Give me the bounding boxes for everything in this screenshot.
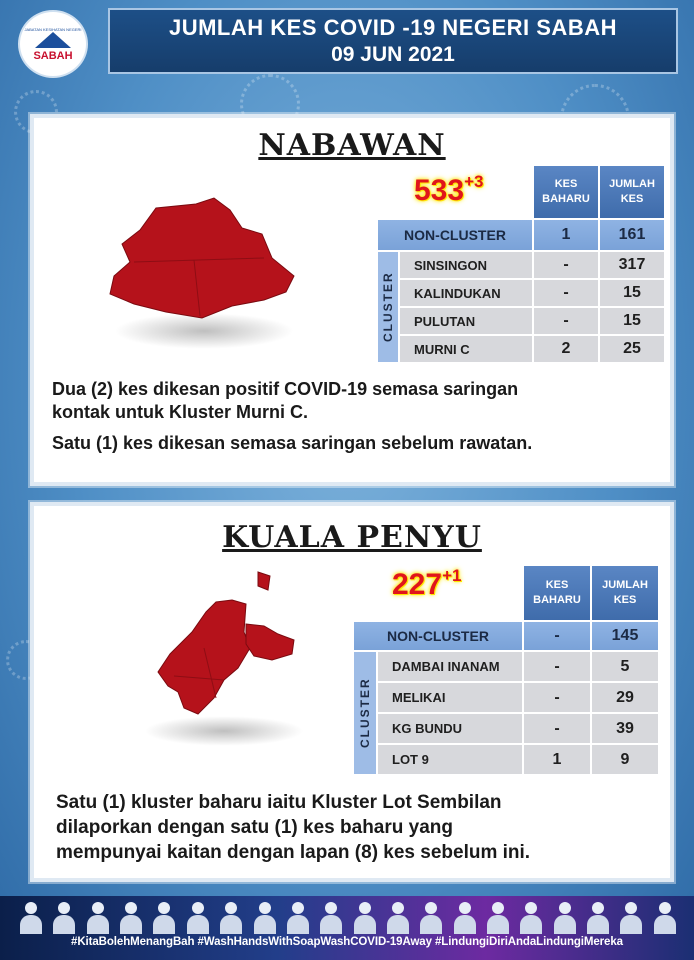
cluster-kes-baharu: -: [523, 682, 591, 713]
kuala-penyu-district-shape: [158, 600, 250, 714]
kuala-penyu-district-shape: [258, 572, 270, 590]
new-cases: +3: [464, 172, 484, 191]
nabawan-district-shape: [110, 198, 294, 318]
district-title: NABAWAN: [258, 128, 446, 163]
non-cluster-kes-baharu: -: [523, 621, 591, 651]
cluster-name: PULUTAN: [399, 307, 533, 335]
cluster-kes-baharu: 1: [523, 744, 591, 775]
district-title: KUALA PENYU: [222, 520, 482, 555]
cluster-kes-baharu: -: [533, 307, 599, 335]
table-row: [377, 307, 665, 335]
header-kes-baharu: KES BAHARU: [523, 565, 591, 621]
header-date: 09 JUN 2021: [331, 43, 455, 66]
logo-text: SABAH: [33, 49, 73, 62]
cluster-kes-baharu: -: [523, 713, 591, 744]
person-icon: [385, 900, 411, 934]
non-cluster-jumlah-kes: 145: [591, 621, 659, 651]
header-jumlah-kes: JUMLAH KES: [599, 165, 665, 219]
person-icon: [652, 900, 678, 934]
person-icon: [85, 900, 111, 934]
person-icon: [418, 900, 444, 934]
case-table: [376, 164, 666, 364]
district-description: [56, 790, 530, 865]
person-icon: [352, 900, 378, 934]
person-icon: [452, 900, 478, 934]
kuala-penyu-map: [154, 568, 304, 718]
cluster-label: CLUSTER: [377, 251, 399, 363]
person-icon: [285, 900, 311, 934]
footer-banner: [0, 896, 694, 960]
footer-hashtags: #KitaBolehMenangBah #WashHandsWithSoapWashCOVID-19Away #LindungiDiriAndaLindungiMereka: [71, 936, 623, 948]
logo-small-text: JABATAN KESIHATAN NEGERI: [24, 26, 82, 32]
nabawan-map: [104, 196, 304, 326]
cluster-jumlah-kes: 317: [599, 251, 665, 279]
cluster-kes-baharu: -: [523, 651, 591, 682]
new-cases: +1: [442, 566, 462, 585]
person-icon: [518, 900, 544, 934]
person-icon: [118, 900, 144, 934]
person-icon: [252, 900, 278, 934]
person-icon: [185, 900, 211, 934]
description-line: mempunyai kaitan dengan lapan (8) kes sebelum ini.: [56, 842, 531, 863]
cluster-name: SINSINGON: [399, 251, 533, 279]
table-row: [377, 279, 665, 307]
kuala-penyu-district-shape: [246, 624, 294, 660]
table-row: [353, 713, 659, 744]
person-icon: [218, 900, 244, 934]
page-header: [108, 8, 678, 74]
district-panel-kuala-penyu: [30, 502, 674, 882]
non-cluster-label: NON-CLUSTER: [377, 219, 533, 251]
case-table: [352, 564, 660, 776]
table-row: [377, 251, 665, 279]
cluster-jumlah-kes: 9: [591, 744, 659, 775]
cluster-kes-baharu: -: [533, 251, 599, 279]
table-row: [353, 651, 659, 682]
cluster-name: KALINDUKAN: [399, 279, 533, 307]
frontliner-figures: [18, 900, 678, 934]
total-cases: 533: [414, 174, 465, 207]
mountain-icon: [35, 32, 71, 48]
table-row: [377, 335, 665, 363]
person-icon: [318, 900, 344, 934]
cluster-jumlah-kes: 25: [599, 335, 665, 363]
person-icon: [585, 900, 611, 934]
cluster-jumlah-kes: 5: [591, 651, 659, 682]
header-kes-baharu: KES BAHARU: [533, 165, 599, 219]
cluster-label: CLUSTER: [353, 651, 377, 775]
cluster-jumlah-kes: 15: [599, 307, 665, 335]
table-row: [377, 219, 665, 251]
non-cluster-label: NON-CLUSTER: [353, 621, 523, 651]
person-icon: [552, 900, 578, 934]
cluster-kes-baharu: -: [533, 279, 599, 307]
cluster-name: MELIKAI: [377, 682, 523, 713]
description-line: dilaporkan dengan satu (1) kes baharu yang: [56, 817, 453, 838]
person-icon: [151, 900, 177, 934]
cluster-name: DAMBAI INANAM: [377, 651, 523, 682]
cluster-jumlah-kes: 15: [599, 279, 665, 307]
district-panel-nabawan: [30, 114, 674, 486]
cluster-jumlah-kes: 29: [591, 682, 659, 713]
description-line: Satu (1) kluster baharu iaitu Kluster Lot Sembilan: [56, 792, 502, 813]
header-title: JUMLAH KES COVID -19 NEGERI SABAH: [168, 15, 617, 40]
cluster-name: KG BUNDU: [377, 713, 523, 744]
cluster-name: MURNI C: [399, 335, 533, 363]
person-icon: [485, 900, 511, 934]
person-icon: [51, 900, 77, 934]
total-cases: 227: [392, 568, 443, 601]
header-jumlah-kes: JUMLAH KES: [591, 565, 659, 621]
table-row: [353, 621, 659, 651]
table-row: [353, 744, 659, 775]
person-icon: [618, 900, 644, 934]
table-row: [353, 682, 659, 713]
cluster-kes-baharu: 2: [533, 335, 599, 363]
sabah-health-logo: [18, 10, 88, 78]
description-line: Dua (2) kes dikesan positif COVID-19 semasa saringan: [52, 379, 519, 399]
person-icon: [18, 900, 44, 934]
non-cluster-kes-baharu: 1: [533, 219, 599, 251]
description-line: kontak untuk Kluster Murni C.: [52, 402, 309, 422]
cluster-name: LOT 9: [377, 744, 523, 775]
non-cluster-jumlah-kes: 161: [599, 219, 665, 251]
district-description: [52, 378, 532, 455]
cluster-jumlah-kes: 39: [591, 713, 659, 744]
map-shadow: [144, 716, 304, 746]
description-line: Satu (1) kes dikesan semasa saringan sebelum rawatan.: [52, 433, 533, 453]
